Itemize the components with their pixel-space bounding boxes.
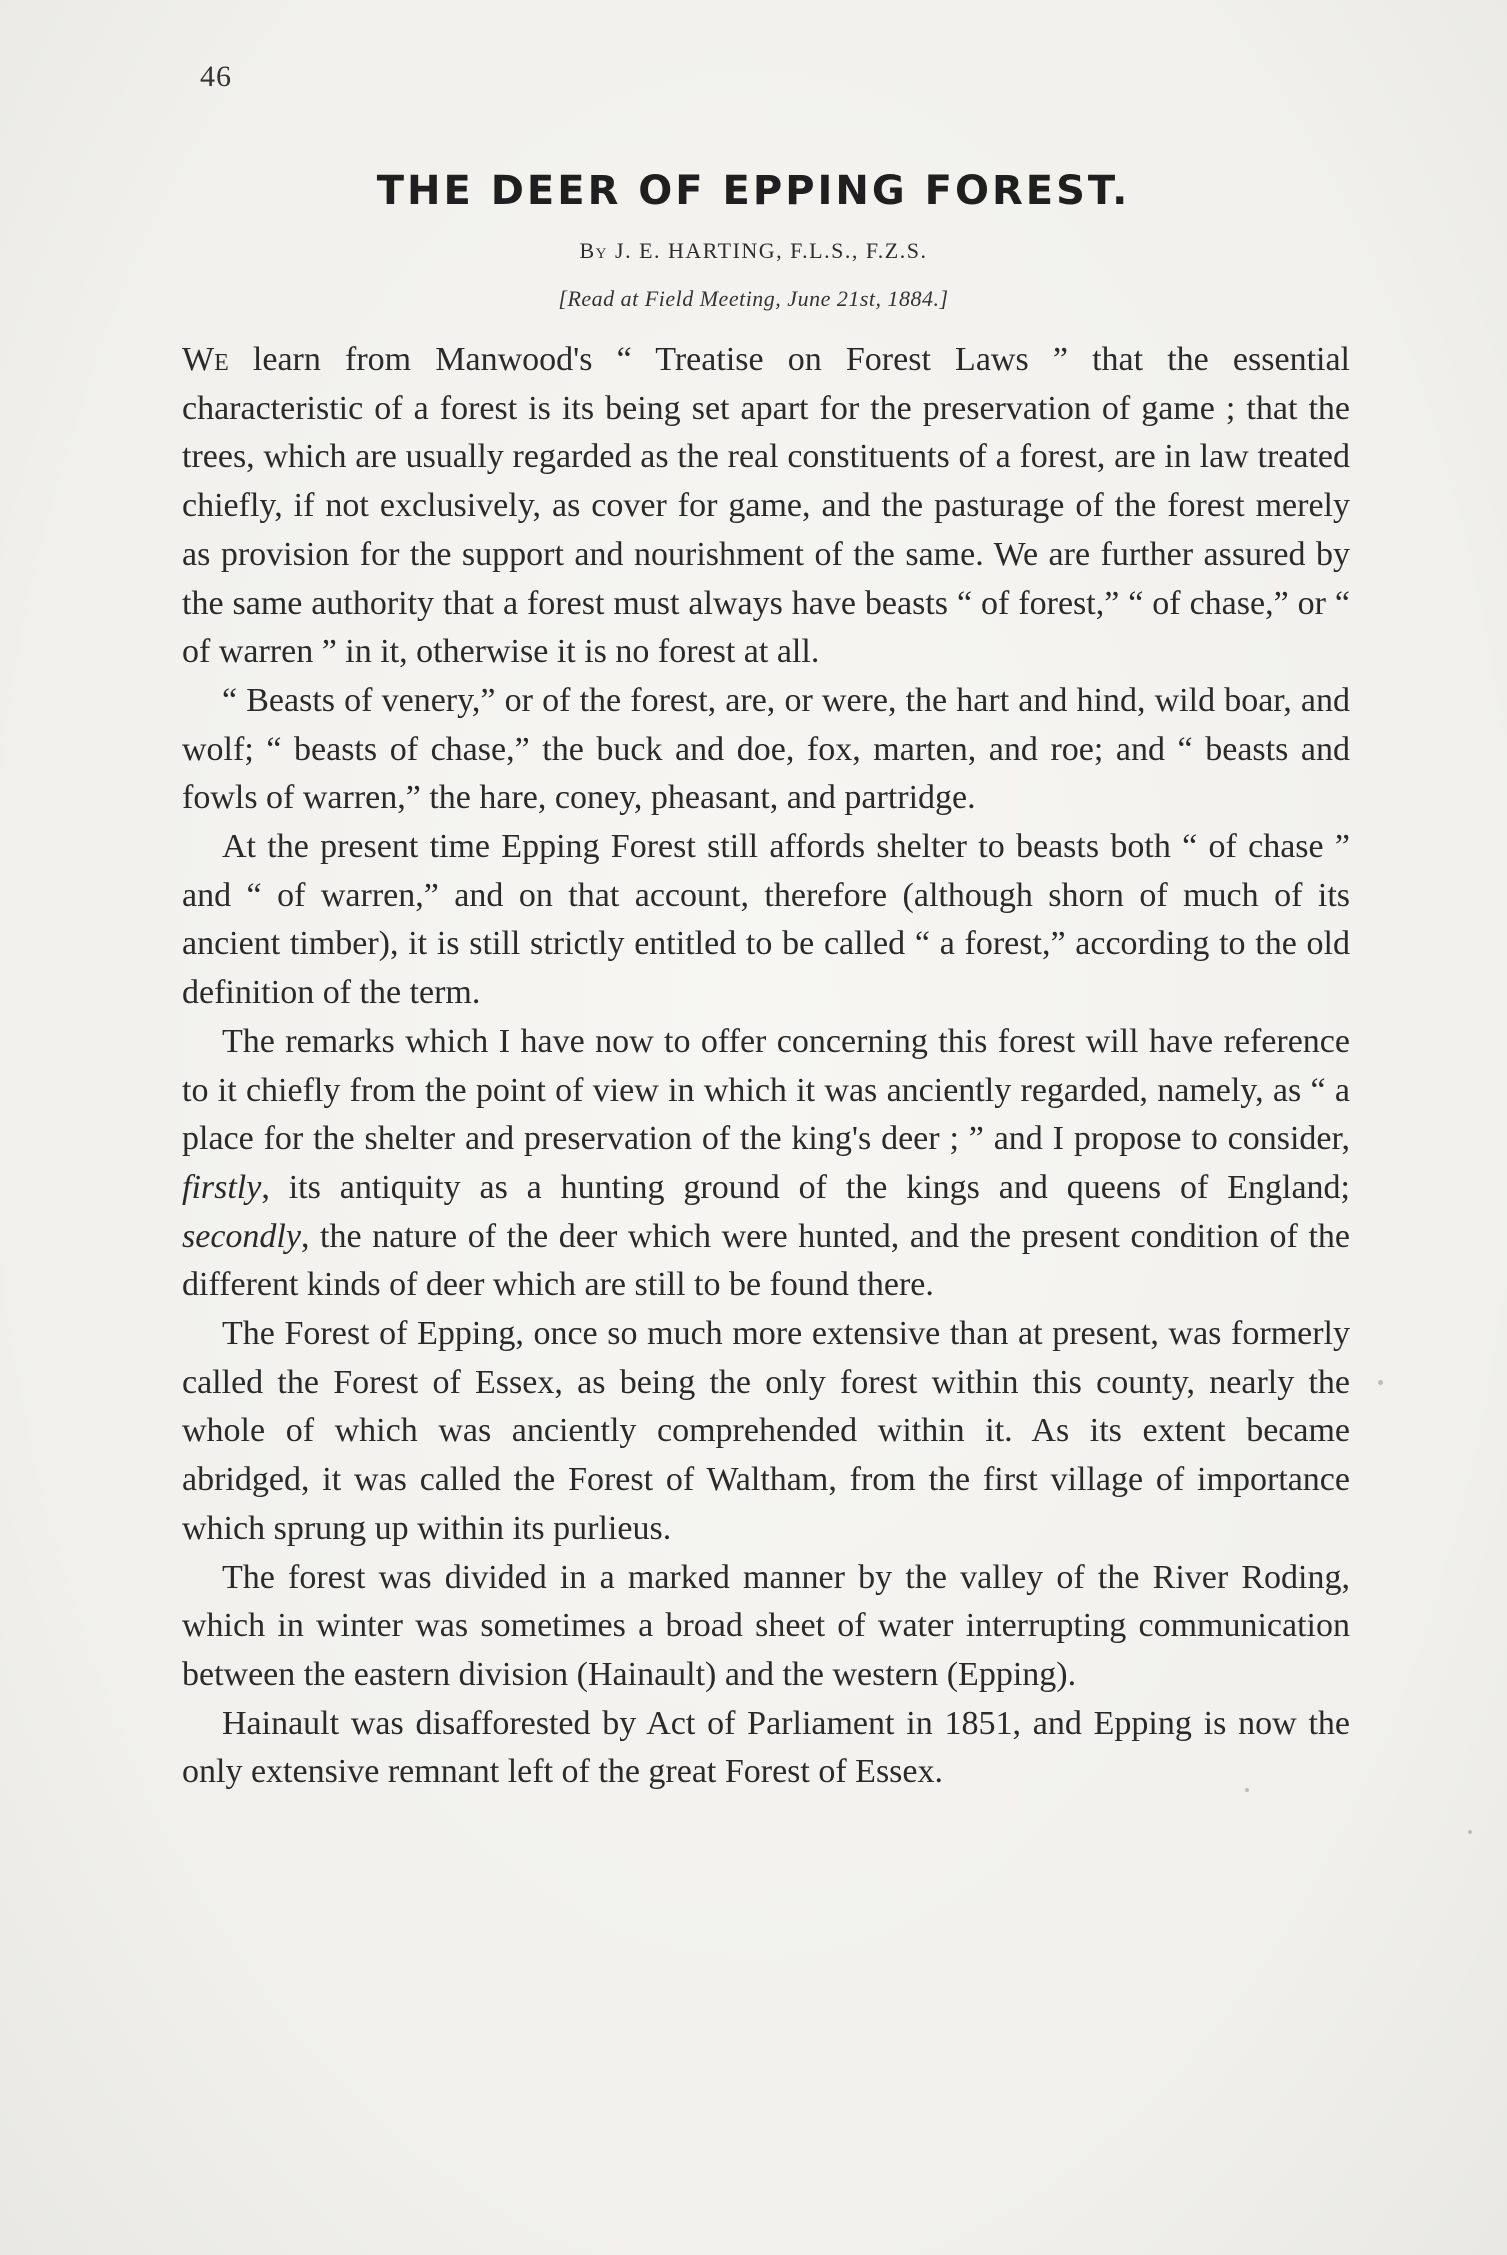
byline-prefix: By — [579, 238, 609, 263]
paragraph-4-firstly: firstly — [182, 1168, 262, 1206]
paragraph-7: Hainault was disafforested by Act of Parliament in 1851, and Epping is now the only extensive remnant left of the great Forest of Essex. — [182, 1704, 1350, 1791]
paragraph-3: At the present time Epping Forest still affords shelter to beasts both “ of chase ” and “ of warren,” and on that account, therefore (although shorn of much of its ancient timber), it is still strictly entitled to be called “ a forest,” according to the old definition of the term. — [182, 828, 1350, 1012]
paragraph-1-text: learn from Manwood's “ Treatise on Forest Laws ” that the essential characteristic of a forest is its being set apart for the preservation of game ; that the trees, which are usually regarded as the real constituents of a forest, are in law treated chiefly, if not exclusively, as cover for game, and the pasturage of the forest merely as provision for the support and nourishment of the same. We are further assured by the same authority that a forest must always have beasts “ of forest,” “ of chase,” or “ of warren ” in it, otherwise it is no forest at all. — [182, 341, 1350, 671]
paragraph-6: The forest was divided in a marked manner by the valley of the River Roding, which in winter was sometimes a broad sheet of water interrupting communication between the eastern division (Hainault) and the western (Epping). — [182, 1558, 1350, 1693]
paragraph-4-secondly: secondly — [182, 1217, 301, 1255]
paper-speck — [1468, 1830, 1472, 1834]
page-number: 46 — [200, 60, 232, 93]
read-note: [Read at Field Meeting, June 21st, 1884.] — [558, 286, 949, 311]
paragraph-4-text-c: , the nature of the deer which were hunted, and the present condition of the different kinds of deer which are still to be found there. — [182, 1217, 1350, 1304]
paragraph-2: “ Beasts of venery,” or of the forest, are, or were, the hart and hind, wild boar, and wolf; “ beasts of chase,” the buck and doe, fox, marten, and roe; and “ beasts and fowls of warren,” the hare, coney, pheasant, and partridge. — [182, 681, 1350, 817]
article-title: THE DEER OF EPPING FOREST. — [376, 168, 1131, 214]
paragraph-4 — [182, 1018, 1350, 1310]
paragraph-4-text-b: , its antiquity as a hunting ground of the kings and queens of England; — [261, 1168, 1350, 1206]
byline-author: J. E. HARTING, F.L.S., F.Z.S. — [615, 238, 928, 263]
paragraph-1 — [182, 336, 1350, 677]
paper-speck — [1245, 1788, 1249, 1792]
byline — [0, 238, 1507, 264]
paper-speck — [1378, 1380, 1383, 1385]
paragraph-4-text-a: The remarks which I have now to offer concerning this forest will have reference to it chiefly from the point of view in which it was anciently regarded, namely, as “ a place for the shelter and preservation of the king's deer ; ” and I propose to consider, — [182, 1022, 1350, 1158]
paragraph-1-dropcap: We — [182, 341, 229, 378]
article-body — [182, 336, 1350, 1797]
paragraph-5: The Forest of Epping, once so much more extensive than at present, was formerly called the Forest of Essex, as being the only forest within this county, nearly the whole of which was anciently comprehended within it. As its extent became abridged, it was called the Forest of Waltham, from the first village of importance which sprung up within its purlieus. — [182, 1315, 1350, 1547]
